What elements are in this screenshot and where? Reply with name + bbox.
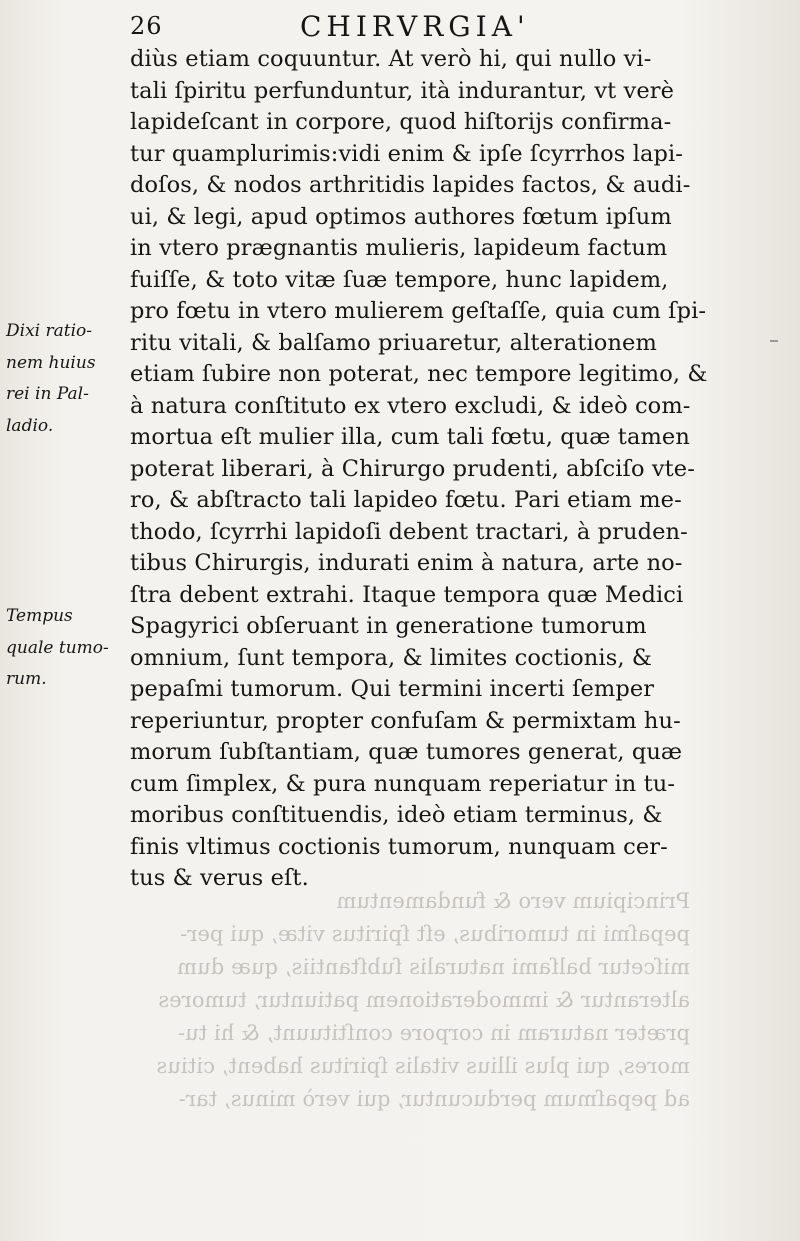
text-line: ſtra debent extrahi. Itaque tempora quæ Medici <box>130 581 684 608</box>
text-line: ro, & abſtracto tali lapideo fœtu. Pari etiam me- <box>130 487 682 513</box>
show-through-text <box>150 885 690 1116</box>
text-line: etiam ſubire non poterat, nec tempore legitimo, & <box>130 361 708 387</box>
show-through-line: pepaſmi in tumoribus, eſt ſpiritus vitæ, qui per- <box>180 922 690 946</box>
main-text <box>130 44 708 895</box>
text-line: pepaſmi tumorum. Qui termini incerti ſemper <box>130 676 655 702</box>
text-line: poterat liberari, à Chirurgo prudenti, abſciſo vte- <box>130 455 695 482</box>
show-through-line: præter naturam in corpore conſtituunt, & hi tu- <box>177 1021 690 1045</box>
text-line: moribus conſtituendis, ideò etiam terminus, & <box>130 802 663 828</box>
margin-note-line: quale tumo- <box>6 637 109 658</box>
text-line: cum ſimplex, & pura nunquam reperiatur in tu- <box>130 770 676 797</box>
text-line: mortua eſt mulier illa, cum tali fœtu, quæ tamen <box>130 424 690 450</box>
printer-mark <box>770 340 778 342</box>
show-through-line: miſcetur balſami naturalis ſubſtantiis, quæ dum <box>177 955 690 979</box>
text-line: à natura conſtituto ex vtero excludi, & ideò com- <box>130 392 691 419</box>
text-line: tibus Chirurgis, indurati enim à natura, arte no- <box>130 550 683 576</box>
show-through-line: ad pepaſmum perducuntur, qui verò minus, tar- <box>178 1087 690 1111</box>
margin-note-tempus <box>6 601 124 696</box>
text-line: doſos, & nodos arthritidis lapides factos, & audi- <box>130 172 691 198</box>
show-through-line: alterantur & immoderationem patiuntur, tumores <box>158 988 690 1012</box>
margin-note-line: nem huius <box>6 352 96 373</box>
text-line: in vtero prægnantis mulieris, lapideum factum <box>130 235 668 261</box>
margin-note-line: rei in Pal- <box>6 384 89 404</box>
text-line: ritu vitali, & balſamo priuaretur, alterationem <box>130 329 657 356</box>
margin-note-line: rum. <box>6 669 47 689</box>
text-line: Spagyrici obſeruant in generatione tumorum <box>130 613 647 639</box>
text-line: lapideſcant in corpore, quod hiſtorijs confirma- <box>130 109 672 135</box>
show-through-line: Principium vero & fundamentum <box>336 889 690 913</box>
margin-note-line: Dixi ratio- <box>6 321 93 341</box>
text-line: morum ſubſtantiam, quæ tumores generat, quæ <box>130 739 683 765</box>
margin-note-line: ladio. <box>6 415 54 436</box>
text-line: ui, & legi, apud optimos authores fœtum ipſum <box>130 203 672 230</box>
margin-note-palladio <box>6 316 124 442</box>
text-line: finis vltimus coctionis tumorum, nunquam cer- <box>130 833 668 860</box>
text-line: diùs etiam coquuntur. At verò hi, qui nullo vi- <box>130 46 652 72</box>
text-line: thodo, ſcyrrhi lapidoſi debent tractari, à pruden- <box>130 518 688 545</box>
text-line: tur quamplurimis:vidi enim & ipſe ſcyrrhos lapi- <box>130 140 684 167</box>
margin-note-line: Tempus <box>6 606 73 626</box>
text-line: pro fœtu in vtero mulierem geſtaſſe, quia cum ſpi- <box>130 298 707 324</box>
text-line: tus & verus eſt. <box>130 865 309 891</box>
text-line: tali ſpiritu perfunduntur, ità indurantur, vt verè <box>130 77 675 104</box>
text-line: reperiuntur, propter confuſam & permixtam hu- <box>130 707 681 734</box>
page-number: 26 <box>130 12 163 40</box>
text-line: omnium, ſunt tempora, & limites coctionis, & <box>130 644 652 671</box>
show-through-line: mores, qui plus illius vitalis ſpiritus habent, citius <box>156 1054 690 1078</box>
running-head <box>124 8 684 44</box>
running-title: CHIRVRGIA' <box>300 10 530 43</box>
text-line: fuiſſe, & toto vitæ ſuæ tempore, hunc lapidem, <box>130 266 669 293</box>
